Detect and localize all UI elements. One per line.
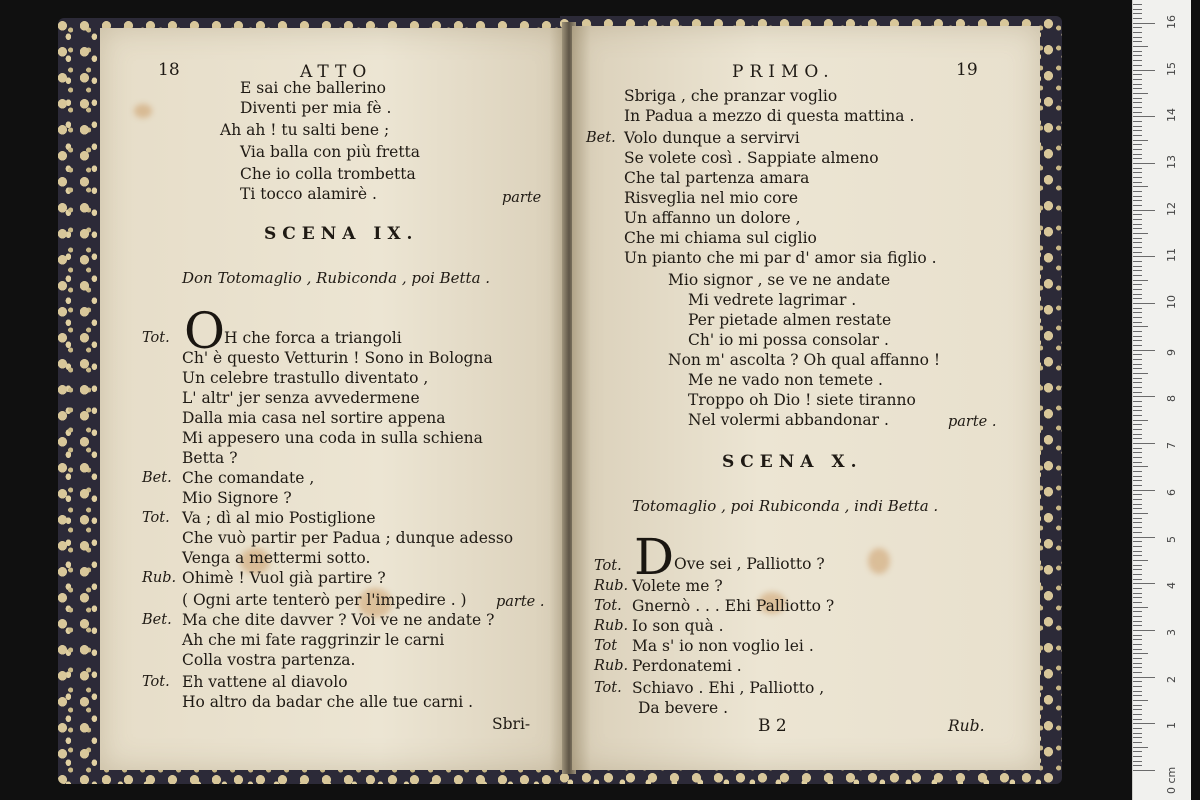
dialogue-line: Ma s' io non voglio lei .: [632, 637, 814, 655]
aria-line: Mio signor , se ve ne andate: [668, 271, 891, 289]
ruler-tick: [1133, 560, 1148, 561]
scene-cast: Don Totomaglio , Rubiconda , poi Betta .: [182, 269, 491, 287]
verse-line: Via balla con più fretta: [240, 143, 421, 161]
ruler-tick: [1133, 172, 1142, 173]
ruler-tick: [1133, 546, 1142, 547]
ruler-tick: [1133, 270, 1142, 271]
aria-line: Troppo oh Dio ! siete tiranno: [688, 391, 916, 409]
ruler-tick: [1133, 149, 1142, 150]
ruler-tick: [1133, 359, 1142, 360]
dialogue-line: Ho altro da badar che alle tue carni .: [182, 693, 474, 711]
ruler-tick: [1133, 18, 1142, 19]
ruler-tick: [1133, 532, 1142, 533]
ruler-tick: [1133, 462, 1142, 463]
ruler-tick: [1133, 723, 1155, 724]
verse-line: Ah ah ! tu salti bene ;: [220, 121, 390, 139]
speaker-label: Tot.: [142, 510, 170, 526]
speaker-label: Bet.: [142, 470, 172, 486]
dialogue-line: Ch' è questo Vetturin ! Sono in Bologna: [182, 349, 493, 367]
ruler-label: 1: [1165, 722, 1178, 730]
ruler-tick: [1133, 266, 1142, 267]
ruler-tick: [1133, 709, 1142, 710]
ruler-tick: [1133, 60, 1142, 61]
ruler-tick: [1133, 79, 1142, 80]
ruler-tick: [1133, 518, 1142, 519]
ruler-tick: [1133, 378, 1142, 379]
ruler-tick: [1133, 140, 1148, 141]
ruler-tick: [1133, 340, 1142, 341]
ruler-tick: [1133, 508, 1142, 509]
ruler-tick: [1133, 396, 1155, 397]
dialogue-line: Se volete così . Sappiate almeno: [624, 149, 879, 167]
ruler-tick: [1133, 275, 1142, 276]
ruler-tick: [1133, 51, 1142, 52]
ruler-tick: [1133, 27, 1142, 28]
dialogue-line: ( Ogni arte tenterò per l'impedire . ): [182, 591, 467, 609]
ruler-tick: [1133, 228, 1142, 229]
ruler-label: 15: [1165, 61, 1178, 76]
signature-mark: B 2: [758, 716, 787, 736]
ruler-tick: [1133, 452, 1142, 453]
ruler-tick: [1133, 238, 1142, 239]
ruler-tick: [1133, 163, 1155, 164]
ruler-tick: [1133, 667, 1142, 668]
dialogue-line: Mi appesero una coda in sulla schiena: [182, 429, 483, 447]
dialogue-line: Sbriga , che pranzar voglio: [624, 87, 838, 105]
ruler-tick: [1133, 322, 1142, 323]
ruler-tick: [1133, 420, 1148, 421]
ruler-tick: [1133, 522, 1142, 523]
running-head: ATTO: [300, 62, 373, 82]
ruler-tick: [1133, 490, 1155, 491]
ruler-tick: [1133, 588, 1142, 589]
ruler-tick: [1133, 695, 1142, 696]
ruler-label: 7: [1165, 442, 1178, 450]
ruler-tick: [1133, 607, 1148, 608]
ruler-tick: [1133, 368, 1142, 369]
dialogue-line: Perdonatemi .: [632, 657, 742, 675]
dialogue-line: Che mi chiama sul ciglio: [624, 229, 817, 247]
aria-line: Mi vedrete lagrimar .: [688, 291, 857, 309]
ruler-tick: [1133, 677, 1155, 678]
ruler-tick: [1133, 513, 1148, 514]
ruler-tick: [1133, 476, 1142, 477]
ruler-tick: [1133, 728, 1142, 729]
aria-line: Nel volermi abbandonar .: [688, 411, 889, 429]
ruler-tick: [1133, 686, 1142, 687]
dialogue-line: Ma che dite davver ? Voi ve ne andate ?: [182, 611, 495, 629]
foxing-stain: [134, 104, 152, 118]
ruler-tick: [1133, 630, 1155, 631]
dialogue-line: Che tal partenza amara: [624, 169, 810, 187]
ruler-tick: [1133, 653, 1148, 654]
ruler-tick: [1133, 406, 1142, 407]
ruler-tick: [1133, 210, 1155, 211]
ruler-tick: [1133, 649, 1142, 650]
ruler-tick: [1133, 756, 1142, 757]
dialogue-line: Eh vattene al diavolo: [182, 673, 348, 691]
ruler-tick: [1133, 284, 1142, 285]
ruler-label: 13: [1165, 154, 1178, 169]
dialogue-line: Un affanno un dolore ,: [624, 209, 801, 227]
dialogue-line: Un pianto che mi par d' amor sia figlio .: [624, 249, 937, 267]
aria-line: Per pietade almen restate: [688, 311, 892, 329]
ruler-tick: [1133, 569, 1142, 570]
ruler-tick: [1133, 144, 1142, 145]
speaker-label: Tot.: [594, 558, 622, 574]
ruler-tick: [1133, 303, 1155, 304]
dialogue-line: Ove sei , Palliotto ?: [674, 555, 825, 573]
ruler-tick: [1133, 616, 1142, 617]
dialogue-line: Io son quà .: [632, 617, 724, 635]
ruler-tick: [1133, 681, 1142, 682]
ruler-tick: [1133, 354, 1142, 355]
ruler-tick: [1133, 256, 1155, 257]
ruler-tick: [1133, 32, 1142, 33]
ruler-tick: [1133, 527, 1142, 528]
aria-line: Me ne vado non temete .: [688, 371, 883, 389]
ruler-tick: [1133, 4, 1142, 5]
ruler-tick: [1133, 331, 1142, 332]
speaker-label: Tot: [594, 638, 618, 654]
ruler-tick: [1133, 747, 1148, 748]
speaker-label: Tot.: [594, 598, 622, 614]
ruler-tick: [1133, 345, 1142, 346]
ruler-tick: [1133, 312, 1142, 313]
ruler-tick: [1133, 471, 1142, 472]
ruler-tick: [1133, 537, 1155, 538]
ruler-tick: [1133, 770, 1155, 771]
ruler-tick: [1133, 719, 1142, 720]
ruler-tick: [1133, 443, 1155, 444]
scene-title: SCENA IX.: [264, 224, 419, 244]
ruler-tick: [1133, 565, 1142, 566]
scene-title: SCENA X.: [722, 452, 863, 472]
dialogue-line: In Padua a mezzo di questa mattina .: [624, 107, 915, 125]
ruler-tick: [1133, 574, 1142, 575]
page-number: 18: [158, 60, 180, 80]
aria-line: Ch' io mi possa consolar .: [688, 331, 889, 349]
ruler-tick: [1133, 635, 1142, 636]
ruler-tick: [1133, 177, 1142, 178]
dialogue-line: Venga a mettermi sotto.: [182, 549, 371, 567]
ruler-tick: [1133, 761, 1142, 762]
ruler-tick: [1133, 98, 1142, 99]
ruler-tick: [1133, 317, 1142, 318]
ruler-label: 10: [1165, 295, 1178, 309]
ruler-tick: [1133, 663, 1142, 664]
catchword: Rub.: [948, 717, 985, 735]
ruler-tick: [1133, 308, 1142, 309]
ruler-tick: [1133, 705, 1142, 706]
ruler-tick: [1133, 485, 1142, 486]
ruler-tick: [1133, 247, 1142, 248]
stage-direction: parte: [502, 190, 542, 206]
page-number: 19: [956, 60, 978, 80]
speaker-label: Rub.: [594, 618, 629, 634]
left-page: [100, 28, 568, 770]
ruler-tick: [1133, 55, 1142, 56]
verse-line: Ti tocco alamirè .: [240, 185, 377, 203]
ruler-tick: [1133, 224, 1142, 225]
ruler-tick: [1133, 233, 1148, 234]
ruler-tick: [1133, 13, 1142, 14]
dialogue-line: Betta ?: [182, 449, 238, 467]
ruler-tick: [1133, 191, 1142, 192]
speaker-label: Tot.: [594, 680, 622, 696]
ruler-tick: [1133, 336, 1142, 337]
ruler-tick: [1133, 84, 1142, 85]
ruler-tick: [1133, 672, 1142, 673]
ruler-tick: [1133, 621, 1142, 622]
ruler-tick: [1133, 242, 1142, 243]
ruler-tick: [1133, 200, 1142, 201]
ruler-tick: [1133, 583, 1155, 584]
ruler-tick: [1133, 116, 1155, 117]
speaker-label: Rub.: [594, 578, 629, 594]
stage-direction: parte .: [496, 594, 545, 610]
ruler-tick: [1133, 70, 1155, 71]
drop-cap: D: [634, 528, 675, 586]
ruler-tick: [1133, 733, 1142, 734]
ruler-tick: [1133, 126, 1142, 127]
ruler-label: 3: [1165, 628, 1178, 636]
ruler-tick: [1133, 555, 1142, 556]
ruler-tick: [1133, 415, 1142, 416]
dialogue-line: Che vuò partir per Padua ; dunque adesso: [182, 529, 514, 547]
dialogue-line: Volete me ?: [632, 577, 723, 595]
dialogue-line: Volo dunque a servirvi: [624, 129, 800, 147]
ruler-tick: [1133, 74, 1142, 75]
aria-line: Non m' ascolta ? Oh qual affanno !: [668, 351, 941, 369]
ruler-tick: [1133, 691, 1142, 692]
ruler-tick: [1133, 252, 1142, 253]
ruler-tick: [1133, 289, 1142, 290]
speaker-label: Tot.: [142, 674, 170, 690]
ruler-tick: [1133, 597, 1142, 598]
ruler-tick: [1133, 639, 1142, 640]
drop-cap: O: [184, 302, 225, 360]
dialogue-line: Colla vostra partenza.: [182, 651, 356, 669]
ruler-tick: [1133, 504, 1142, 505]
dialogue-line: Da bevere .: [638, 699, 729, 717]
ruler-tick: [1133, 41, 1142, 42]
ruler-tick: [1133, 457, 1142, 458]
dialogue-line: Dalla mia casa nel sortire appena: [182, 409, 446, 427]
ruler-label: 4: [1165, 582, 1178, 590]
ruler-tick: [1133, 611, 1142, 612]
scene-cast: Totomaglio , poi Rubiconda , indi Betta .: [632, 497, 939, 515]
dialogue-line: Risveglia nel mio core: [624, 189, 799, 207]
speaker-label: Tot.: [142, 330, 170, 346]
ruler-tick: [1133, 65, 1142, 66]
ruler-tick: [1133, 196, 1142, 197]
ruler-label: 9: [1165, 348, 1178, 356]
ruler-tick: [1133, 737, 1142, 738]
dialogue-line: Che comandate ,: [182, 469, 315, 487]
ruler-tick: [1133, 392, 1142, 393]
dialogue-line: Un celebre trastullo diventato ,: [182, 369, 429, 387]
ruler-tick: [1133, 130, 1142, 131]
dialogue-line: Ohimè ! Vuol già partire ?: [182, 569, 386, 587]
speaker-label: Rub.: [142, 570, 177, 586]
ruler-label: 6: [1165, 488, 1178, 496]
ruler-tick: [1133, 373, 1148, 374]
ruler-tick: [1133, 387, 1142, 388]
ruler-tick: [1133, 751, 1142, 752]
ruler-tick: [1133, 424, 1142, 425]
ruler-tick: [1133, 700, 1148, 701]
ruler-tick: [1133, 88, 1142, 89]
ruler-tick: [1133, 214, 1142, 215]
ruler-label: 12: [1165, 201, 1178, 216]
ruler-label: 0 cm: [1165, 766, 1178, 794]
right-page: [572, 26, 1040, 770]
dialogue-line: Va ; dì al mio Postiglione: [182, 509, 376, 527]
dialogue-line: Ah che mi fate raggrinzir le carni: [182, 631, 445, 649]
ruler-tick: [1133, 135, 1142, 136]
ruler-tick: [1133, 23, 1155, 24]
ruler-tick: [1133, 158, 1142, 159]
dialogue-line: Gnernò . . . Ehi Palliotto ?: [632, 597, 835, 615]
ruler-tick: [1133, 765, 1142, 766]
ruler-tick: [1133, 168, 1142, 169]
dialogue-line: H che forca a triangoli: [224, 329, 402, 347]
ruler-tick: [1133, 480, 1142, 481]
ruler-tick: [1133, 186, 1148, 187]
running-head: PRIMO.: [732, 62, 835, 82]
speaker-label: Bet.: [142, 612, 172, 628]
dialogue-line: L' altr' jer senza avvedermene: [182, 389, 420, 407]
ruler-tick: [1133, 93, 1148, 94]
ruler-tick: [1133, 364, 1142, 365]
ruler-tick: [1133, 219, 1142, 220]
ruler-tick: [1133, 429, 1142, 430]
ruler-label: 2: [1165, 675, 1178, 683]
ruler-tick: [1133, 625, 1142, 626]
ruler-tick: [1133, 434, 1142, 435]
ruler-tick: [1133, 46, 1148, 47]
dialogue-line: Mio Signore ?: [182, 489, 292, 507]
ruler-tick: [1133, 742, 1142, 743]
measurement-ruler: [1132, 0, 1191, 800]
ruler-tick: [1133, 298, 1142, 299]
ruler-tick: [1133, 261, 1142, 262]
ruler-label: 16: [1165, 14, 1178, 29]
ruler-tick: [1133, 602, 1142, 603]
ruler-tick: [1133, 438, 1142, 439]
ruler-tick: [1133, 382, 1142, 383]
ruler-tick: [1133, 466, 1148, 467]
ruler-tick: [1133, 593, 1142, 594]
ruler-tick: [1133, 121, 1142, 122]
stage-direction: parte .: [948, 414, 997, 430]
ruler-tick: [1133, 112, 1142, 113]
ruler-tick: [1133, 644, 1142, 645]
ruler-tick: [1133, 714, 1142, 715]
ruler-tick: [1133, 499, 1142, 500]
verse-line: E sai che ballerino: [240, 79, 387, 97]
ruler-tick: [1133, 658, 1142, 659]
ruler-tick: [1133, 579, 1142, 580]
ruler-label: 14: [1165, 108, 1178, 123]
catchword: Sbri-: [492, 715, 531, 733]
ruler-tick: [1133, 494, 1142, 495]
ruler-tick: [1133, 350, 1155, 351]
ruler-tick: [1133, 410, 1142, 411]
ruler-tick: [1133, 551, 1142, 552]
dialogue-line: Schiavo . Ehi , Palliotto ,: [632, 679, 825, 697]
foxing-stain: [868, 548, 890, 574]
ruler-tick: [1133, 294, 1142, 295]
ruler-tick: [1133, 280, 1148, 281]
ruler-tick: [1133, 107, 1142, 108]
ruler-tick: [1133, 205, 1142, 206]
ruler-tick: [1133, 102, 1142, 103]
ruler-label: 11: [1165, 248, 1178, 263]
ruler-tick: [1133, 154, 1142, 155]
ruler-label: 8: [1165, 395, 1178, 403]
ruler-tick: [1133, 326, 1148, 327]
ruler-tick: [1133, 448, 1142, 449]
ruler-label: 5: [1165, 535, 1178, 543]
ruler-tick: [1133, 9, 1142, 10]
speaker-label: Rub.: [594, 658, 629, 674]
ruler-tick: [1133, 37, 1142, 38]
verse-line: Che io colla trombetta: [240, 165, 416, 183]
verse-line: Diventi per mia fè .: [240, 99, 392, 117]
ruler-tick: [1133, 541, 1142, 542]
ruler-tick: [1133, 182, 1142, 183]
speaker-label: Bet.: [586, 130, 616, 146]
ruler-tick: [1133, 401, 1142, 402]
